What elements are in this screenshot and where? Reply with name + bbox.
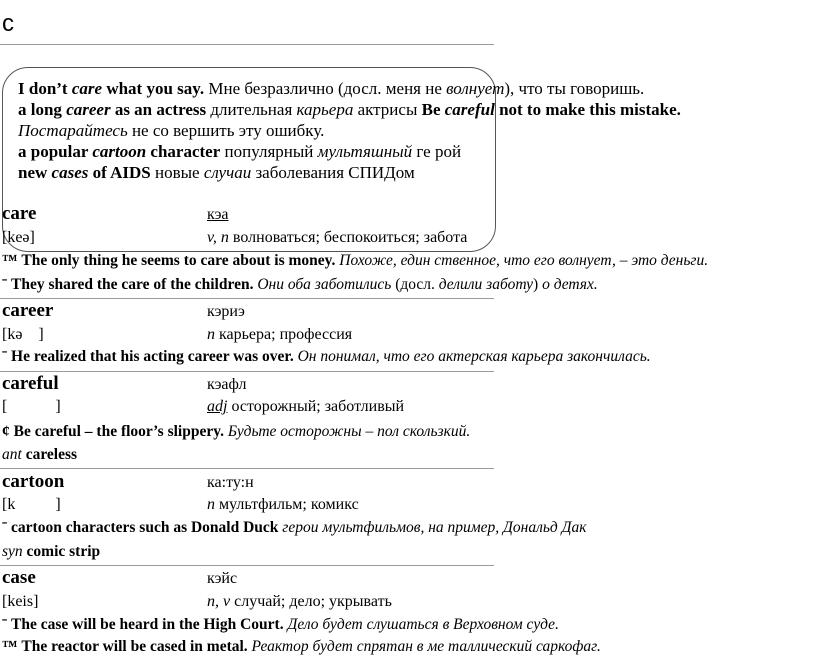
example-fragment: I don’t [18, 79, 72, 98]
headword-cartoon: cartoon [2, 471, 65, 492]
example-careful-1 [2, 423, 470, 441]
sentence-ru: Будьте осторожны – пол скользкий. [227, 423, 471, 440]
pron-ru-careful: кэафл [207, 376, 247, 393]
meaning-case: случай; дело; укрывать [234, 593, 392, 610]
example-fragment: what you say. [102, 79, 205, 98]
relation-label: ant [2, 446, 22, 463]
example-fragment: cartoon [92, 142, 147, 161]
definition-career [207, 326, 352, 344]
headword-career: career [2, 300, 54, 321]
headword-careful: careful [2, 373, 59, 394]
example-fragment: длительная [206, 100, 297, 119]
example-fragment: a long [18, 100, 67, 119]
pron-ru-care: кэа [207, 206, 229, 223]
example-fragment: career [66, 100, 111, 119]
example-fragment: Постарайтесь [18, 121, 128, 140]
pos-career: n [207, 326, 215, 343]
example-case-1 [2, 616, 559, 634]
sentence-en: He realized that his acting career was over. [11, 348, 294, 365]
section-letter: c [2, 10, 14, 37]
sentence-ru: Похоже, един ственное, что его волнует, – это деньги. [339, 252, 709, 269]
meaning-careful: осторожный; заботливый [231, 398, 405, 415]
ipa-case: [keis] [2, 593, 39, 610]
example-fragment: волнует [446, 79, 505, 98]
pron-ru-career: кэриэ [207, 303, 245, 320]
example-fragment: популярный [220, 142, 318, 161]
sentence-ru: герои мультфильмов, на пример, Дональд Дак [282, 519, 587, 536]
example-fragment: as an actress [110, 100, 207, 119]
ipa-career: [kə ] [2, 326, 44, 343]
example-fragment: not to make this mistake. [494, 100, 681, 119]
example-fragment: ге рой [412, 142, 462, 161]
pron-ru-case: кэйс [207, 570, 238, 587]
example-fragment: cases [51, 163, 89, 182]
example-fragment: не со вершить эту ошибку. [127, 121, 325, 140]
sentence-en: cartoon characters such as Donald Duck [11, 519, 279, 536]
example-fragment: Be [421, 100, 445, 119]
example-fragment: ), что ты говоришь. [504, 79, 645, 98]
definition-case [207, 593, 392, 611]
sentence-en: Be careful – the floor’s slippery. [13, 423, 224, 440]
example-line-case [18, 162, 415, 183]
sentence-en: The reactor will be cased in metal. [21, 638, 248, 655]
pos-careful: adj [207, 398, 228, 415]
example-line-care [18, 78, 644, 99]
pron-ru-cartoon: ка:ту:н [207, 474, 254, 491]
bullet-mark: ˉ [2, 616, 8, 633]
pos-case: n, v [207, 593, 231, 610]
example-case-2 [2, 638, 601, 656]
bullet-mark: ˉ [2, 348, 8, 365]
entry-divider [0, 565, 494, 566]
ipa-cartoon: [k ] [2, 496, 61, 513]
example-line-cartoon [18, 141, 461, 162]
sentence-ru: Реактор будет спрятан в ме таллический саркофаг. [251, 638, 601, 655]
ipa-care: [keə] [2, 229, 35, 246]
entry-divider [0, 468, 494, 469]
meaning-career: карьера; профессия [219, 326, 353, 343]
definition-care [207, 229, 467, 247]
relation-word: comic strip [26, 543, 101, 560]
example-fragment: new [18, 163, 52, 182]
header-divider [0, 44, 494, 45]
example-fragment: мультяшный [317, 142, 413, 161]
sentence-ru: Он понимал, что его актерская карьера закончилась. [297, 348, 651, 365]
example-fragment: character [146, 142, 221, 161]
example-fragment: карьера [296, 100, 354, 119]
pos-care: v, n [207, 229, 229, 246]
bullet-mark: ˉ [2, 519, 8, 536]
example-fragment: актрисы [353, 100, 422, 119]
bullet-mark: ™ [2, 252, 18, 269]
antonym-careful [2, 446, 77, 464]
example-fragment: новые [150, 163, 204, 182]
relation-label: syn [2, 543, 23, 560]
meaning-care: волноваться; беспокоиться; забота [232, 229, 468, 246]
definition-careful [207, 398, 404, 416]
synonym-cartoon [2, 543, 100, 561]
example-fragment: заболевания СПИДом [251, 163, 415, 182]
ipa-careful: [ ] [2, 398, 61, 415]
bullet-mark: ¢ [2, 423, 10, 440]
example-fragment: случаи [203, 163, 252, 182]
entry-divider [0, 298, 494, 299]
bullet-mark: ™ [2, 638, 18, 655]
example-fragment: Мне безразлично (досл. меня не [204, 79, 447, 98]
sentence-en: The only thing he seems to care about is money. [21, 252, 336, 269]
pos-cartoon: n [207, 496, 215, 513]
sentence-en: They shared the care of the children. [11, 276, 254, 293]
example-cartoon-1 [2, 519, 586, 537]
example-fragment: careful [444, 100, 495, 119]
example-line-careful-translation [18, 120, 324, 141]
headword-case: case [2, 567, 36, 588]
example-care-1 [2, 252, 708, 270]
definition-cartoon [207, 496, 359, 514]
sentence-ru: Дело будет слушаться в Верховном суде. [287, 616, 559, 633]
example-line-career [18, 99, 681, 120]
example-care-2: ˉ They shared the care of the children. Они оба заботились (досл. делили заботу) о детях. [2, 276, 598, 293]
relation-word: careless [25, 446, 78, 463]
headword-care: care [2, 203, 37, 224]
example-fragment: care [71, 79, 103, 98]
example-fragment: of AIDS [88, 163, 151, 182]
entry-divider [0, 371, 494, 372]
example-fragment: a popular [18, 142, 93, 161]
sentence-en: The case will be heard in the High Court. [11, 616, 284, 633]
bullet-mark: ˉ [2, 276, 8, 293]
meaning-cartoon: мультфильм; комикс [219, 496, 359, 513]
example-career-1 [2, 348, 651, 366]
